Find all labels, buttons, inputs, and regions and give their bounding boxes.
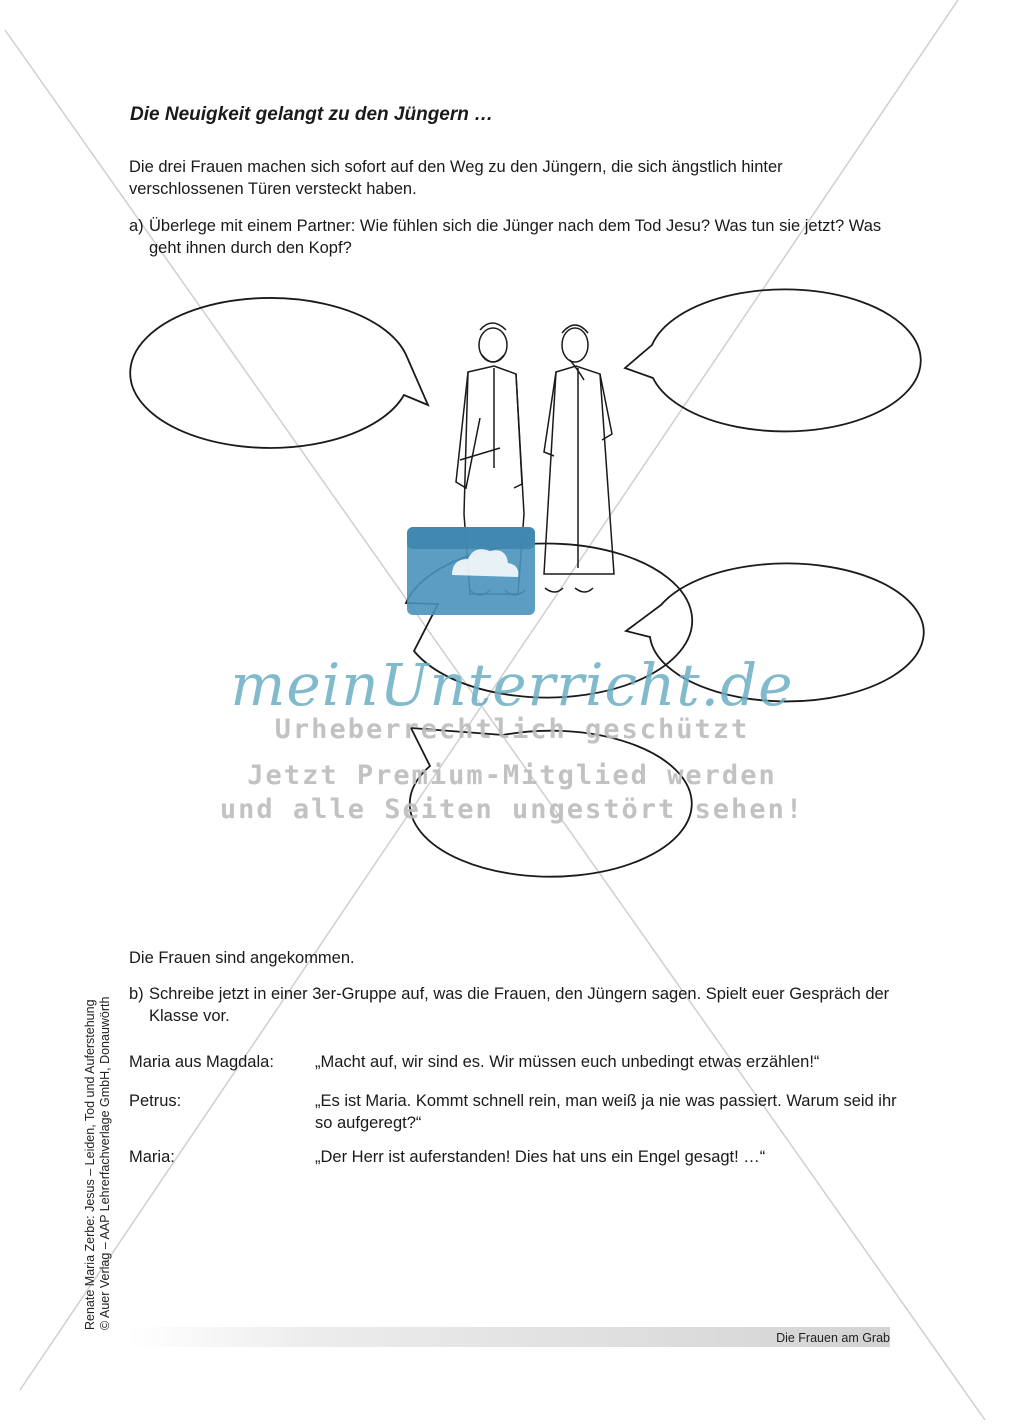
dialogue-row [129, 1146, 899, 1168]
dialogue-line: „Es ist Maria. Kommt schnell rein, man weiß ja nie was passiert. Warum seid ihr so aufgeregt?“ [315, 1092, 897, 1132]
arrived-text: Die Frauen sind angekommen. [129, 949, 355, 967]
task-text: Schreibe jetzt in einer 3er-Gruppe auf, was die Frauen, den Jüngern sagen. Spielt euer Gespräch der Klasse vor. [149, 985, 890, 1025]
dialogue-row [129, 1090, 899, 1134]
task-label: a) [129, 217, 144, 235]
dialogue-speaker: Maria aus Magdala: [129, 1053, 274, 1071]
disciple-illustration [544, 325, 614, 592]
task-a [129, 215, 899, 259]
watermark-bag-icon [407, 527, 535, 615]
watermark-line: Jetzt Premium-Mitglied werden [247, 760, 777, 791]
task-label: b) [129, 985, 144, 1003]
dialogue-line: „Macht auf, wir sind es. Wir müssen euch unbedingt etwas erzählen!“ [315, 1053, 820, 1071]
watermark-line: Urheberrechtlich geschützt [274, 714, 750, 745]
watermark-logo: meinUnterricht.de [230, 651, 794, 719]
speech-bubble [625, 289, 921, 431]
copyright-sidebar [83, 997, 113, 1330]
watermark-line: und alle Seiten ungestört sehen! [219, 794, 805, 825]
intro-paragraph: Die drei Frauen machen sich sofort auf den Weg zu den Jüngern, die sich ängstlich hinter verschlossenen Türen versteckt haben. [129, 158, 783, 198]
sidebar-author: Renate Maria Zerbe: Jesus – Leiden, Tod und Auferstehung [83, 999, 97, 1330]
dialogue-speaker: Maria: [129, 1148, 175, 1166]
task-text: Überlege mit einem Partner: Wie fühlen sich die Jünger nach dem Tod Jesu? Was tun sie jetzt? Was geht ihnen durch den Kopf? [149, 217, 882, 257]
worksheet-title: Die Neuigkeit gelangt zu den Jüngern … [130, 104, 494, 125]
dialogue-line: „Der Herr ist auferstanden! Dies hat uns ein Engel gesagt! …“ [315, 1148, 766, 1166]
dialogue-speaker: Petrus: [129, 1092, 182, 1110]
task-b [129, 983, 899, 1027]
dialogue-row [129, 1051, 899, 1073]
sidebar-publisher: © Auer Verlag – AAP Lehrerfachverlage GmbH, Donauwörth [98, 996, 112, 1330]
speech-bubble [130, 298, 428, 448]
footer-chapter: Die Frauen am Grab [776, 1331, 890, 1345]
